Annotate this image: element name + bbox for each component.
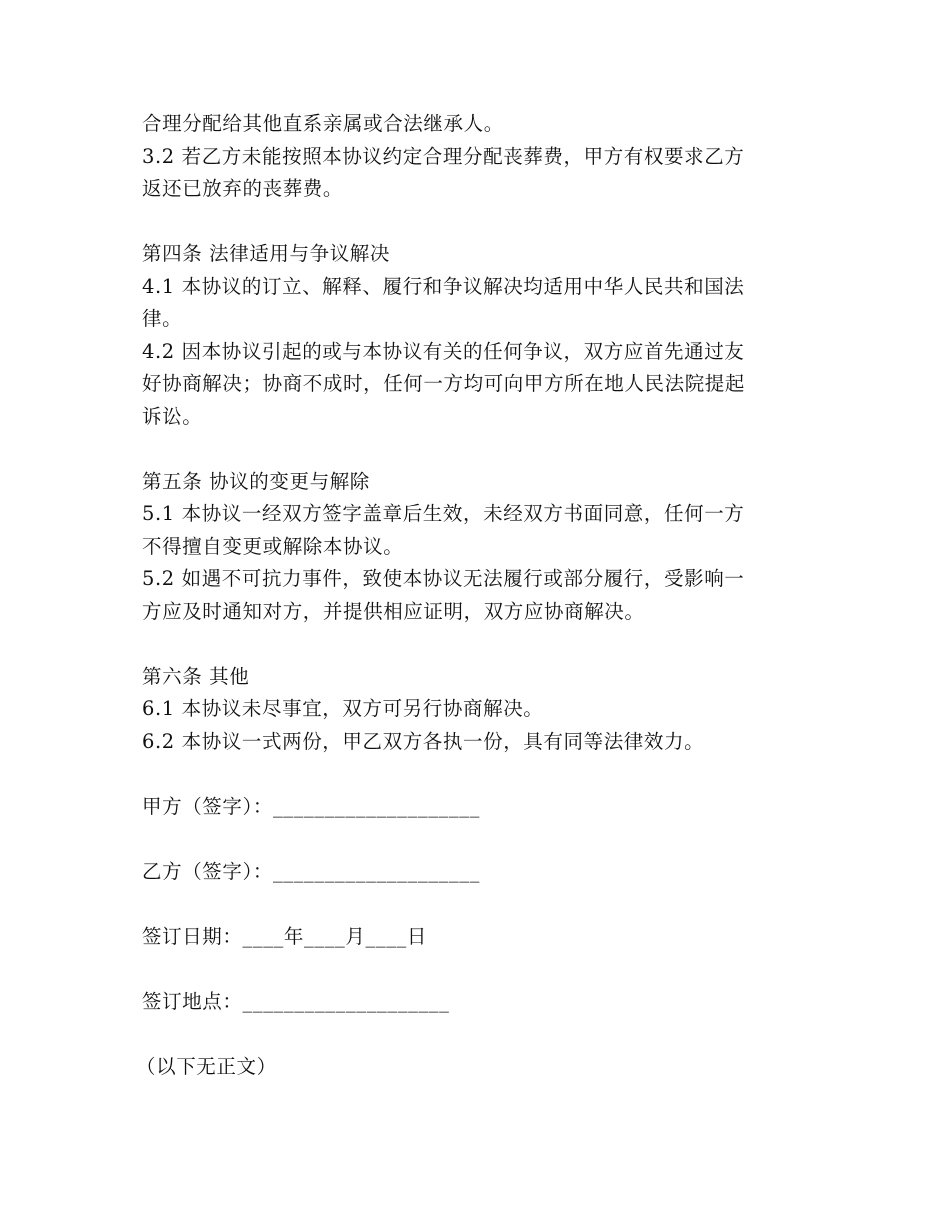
paragraph-line: 诉讼。 xyxy=(142,404,203,428)
document-page xyxy=(136,108,802,1083)
party-b-signature-line: 乙方（签字）：____________________ xyxy=(142,859,480,883)
paragraph-line: 4.1 本协议的订立、解释、履行和争议解决均适用中华人民共和国法 xyxy=(142,274,745,298)
paragraph-line: 返还已放弃的丧葬费。 xyxy=(142,177,344,200)
article6-section xyxy=(142,661,802,759)
paragraph-spacer xyxy=(142,758,802,791)
paragraph-spacer xyxy=(142,823,802,856)
paragraph-spacer xyxy=(142,206,802,239)
article6-title: 第六条 其他 xyxy=(142,664,250,688)
paragraph-spacer xyxy=(142,953,802,986)
paragraph-line: 5.1 本协议一经双方签字盖章后生效，未经双方书面同意，任何一方 xyxy=(142,502,745,525)
article4-section xyxy=(142,238,802,433)
signing-date-line: 签订日期：____年____月____日 xyxy=(142,924,427,948)
paragraph-spacer xyxy=(142,628,802,661)
paragraph-line: 3.2 若乙方未能按照本协议约定合理分配丧葬费，甲方有权要求乙方 xyxy=(142,144,745,168)
paragraph-line: 6.1 本协议未尽事宜，双方可另行协商解决。 xyxy=(142,697,544,720)
paragraph-line: 方应及时通知对方，并提供相应证明，双方应协商解决。 xyxy=(142,599,645,623)
paragraph-line: 合理分配给其他直系亲属或合法继承人。 xyxy=(142,112,504,135)
end-of-text-note: （以下无正文） xyxy=(136,1054,277,1078)
article5-title: 第五条 协议的变更与解除 xyxy=(142,469,370,493)
article5-section xyxy=(142,466,802,629)
signing-place-line: 签订地点：____________________ xyxy=(142,989,450,1013)
paragraph-spacer xyxy=(142,433,802,466)
paragraph-line: 律。 xyxy=(142,307,183,330)
paragraph-line: 不得擅自变更或解除本协议。 xyxy=(142,534,404,558)
paragraph-line: 好协商解决；协商不成时，任何一方均可向甲方所在地人民法院提起 xyxy=(142,372,746,395)
signature-section xyxy=(136,791,802,1084)
paragraph-line: 5.2 如遇不可抗力事件，致使本协议无法履行或部分履行，受影响一 xyxy=(142,567,745,590)
paragraph-line: 6.2 本协议一式两份，甲乙双方各执一份，具有同等法律效力。 xyxy=(142,729,705,753)
article4-title: 第四条 法律适用与争议解决 xyxy=(142,242,390,265)
paragraph-spacer xyxy=(142,888,802,921)
article3-continuation xyxy=(142,108,802,206)
paragraph-line: 4.2 因本协议引起的或与本协议有关的任何争议，双方应首先通过友 xyxy=(142,339,745,363)
paragraph-spacer xyxy=(142,1018,802,1051)
party-a-signature-line: 甲方（签字）：____________________ xyxy=(142,794,480,818)
